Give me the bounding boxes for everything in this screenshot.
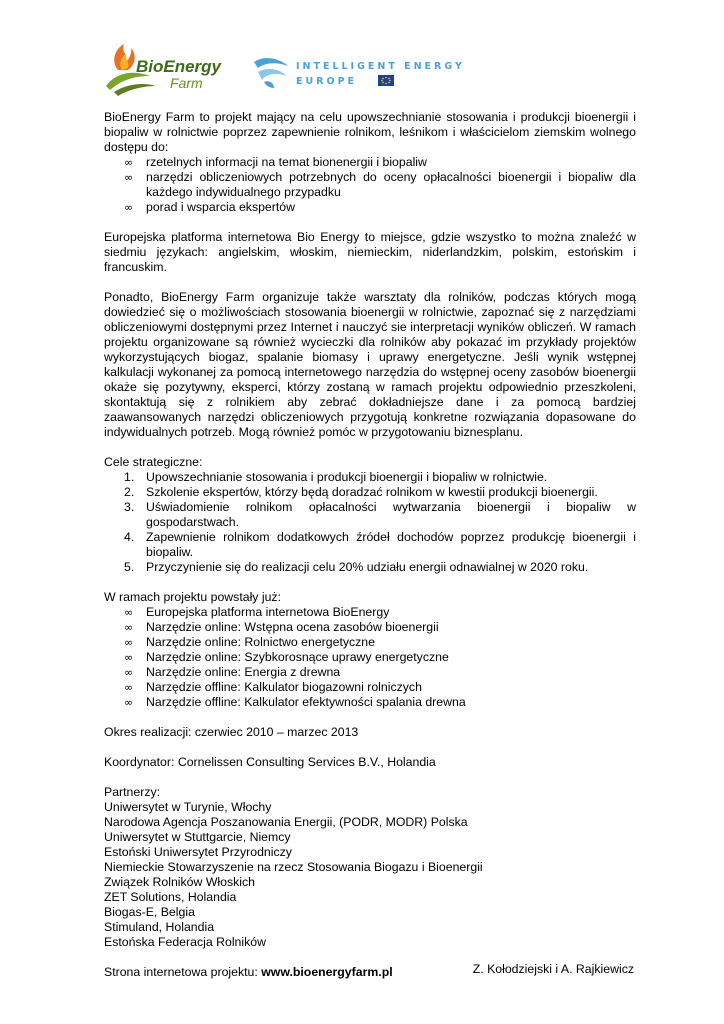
list-item: ∞ Narzędzie offline: Kalkulator efektywności spalania drewna [124,695,466,709]
list-item: Uniwersytet w Stuttgarcie, Niemcy [104,830,291,844]
document-body [104,110,636,980]
leaf-dark-icon [114,84,156,96]
infinity-bullet-icon: ∞ [124,696,134,709]
list-item: ∞ Europejska platforma internetowa BioEnergy [124,605,390,619]
goals-heading: Cele strategiczne: [104,455,203,469]
website-link[interactable]: www.bioenergyfarm.pl [261,965,393,979]
list-item: ZET Solutions, Holandia [104,890,237,904]
iee-drop-icon [264,81,274,88]
list-item: ∞ narzędzi obliczeniowych potrzebnych do oceny opłacalności bioenergii i biopaliw dla każdego indywidualnego przypadku [124,170,636,199]
logo-farm-text: Farm [170,75,203,91]
infinity-bullet-icon: ∞ [124,621,134,634]
intro-paragraph: BioEnergy Farm to projekt mający na celu upowszechnianie stosowania i produkcji bioenergii i biopaliw w rolnictwie poprzez zapewnienie rolnikom, leśnikom i właścicielom ziemskim wolnego dostępu do: [104,110,636,154]
period-text: Okres realizacji: czerwiec 2010 – marzec 2013 [104,725,359,739]
iee-line1-text: INTELLIGENT ENERGY [296,61,465,72]
list-item: 3. Uświadomienie rolnikom opłacalności wytwarzania bioenergii i biopaliw w gospodarstwach. [124,500,636,529]
list-item: ∞ Narzędzie online: Energia z drewna [124,665,341,679]
list-item: Uniwersytet w Turynie, Włochy [104,800,272,814]
infinity-bullet-icon: ∞ [124,681,134,694]
intro-bullet-list [104,155,636,215]
signature: Z. Kołodziejski i A. Rajkiewicz [472,962,634,976]
infinity-bullet-icon: ∞ [124,606,134,619]
goals-list [104,470,636,575]
list-item: Stimuland, Holandia [104,920,215,934]
list-item: Niemieckie Stowarzyszenie na rzecz Stosowania Biogazu i Bioenergii [104,860,483,874]
list-item: ∞ rzetelnych informacji na temat bionenergii i biopaliw [124,155,427,169]
iee-wave-icon [254,58,288,68]
partners-list [104,800,636,950]
workshops-paragraph: Ponadto, BioEnergy Farm organizuje także warsztaty dla rolników, podczas których mogą dowiedzieć się o możliwościach stosowania bioenergii w rolnictwie, zapoznać się z narzędziami obliczeniowymi dostępnymi przez Internet i nauczyć sie interpretacji wyników obliczeń. W ramach projektu organizowane są również wycieczki dla rolników aby pokazać im przykłady projektów wykorzystujących biogaz, spalanie biomasy i uprawy energetyczne. Jeśli wynik wstępnej kalkulacji wykonanej za pomocą internetowego narzędzia do wstępnej oceny zasobów bioenergii okaże się pozytywny, eksperci, którzy zostaną w ramach projektu odpowiednio przeszkoleni, skontaktują się z rolnikiem aby zebrać dokładniejsze dane i za pomocą bardziej zaawansowanych narzędzi obliczeniowych przygotują konkretne rozwiązania dopasowane do indywidualnych potrzeb. Mogą również pomóc w przygotowaniu biznesplanu. [104,290,636,439]
partners-heading: Partnerzy: [104,785,161,799]
platform-paragraph: Europejska platforma internetowa Bio Energy to miejsce, gdzie wszystko to można znaleźć w siedmiu językach: angielskim, włoskim, niemieckim, niderlandzkim, polskim, estońskim i francuskim. [104,230,636,274]
infinity-bullet-icon: ∞ [124,156,134,169]
infinity-bullet-icon: ∞ [124,201,134,214]
infinity-bullet-icon: ∞ [124,666,134,679]
list-item: Estońska Federacja Rolników [104,935,266,949]
list-item: 1. Upowszechnianie stosowania i produkcji bioenergii i biopaliw w rolnictwie. [124,470,548,484]
coordinator-text: Koordynator: Cornelissen Consulting Services B.V., Holandia [104,755,436,769]
outputs-list [104,605,636,710]
intelligent-energy-europe-logo [252,56,478,90]
iee-line2-text: EUROPE [296,76,358,87]
list-item: 5. Przyczynienie się do realizacji celu 20% udziału energii odnawialnej w 2020 roku. [124,560,589,574]
list-item: Biogas-E, Belgia [104,905,195,919]
list-item: ∞ Narzędzie online: Szybkorosnące uprawy energetyczne [124,650,449,664]
iee-wave-light-icon [258,69,286,80]
list-item: ∞ porad i wsparcia ekspertów [124,200,295,214]
eu-flag-icon [378,75,394,86]
logo-bioenergy-text: BioEnergy [136,57,222,76]
infinity-bullet-icon: ∞ [124,651,134,664]
infinity-bullet-icon: ∞ [124,636,134,649]
list-item: 2. Szkolenie ekspertów, którzy będą doradzać rolnikom w kwestii produkcji bioenergii. [124,485,598,499]
bioenergy-farm-logo [104,40,226,96]
list-item: Estoński Uniwersytet Przyrodniczy [104,845,292,859]
list-item: ∞ Narzędzie online: Rolnictwo energetyczne [124,635,375,649]
website-label: Strona internetowa projektu: [104,965,262,979]
list-item: Związek Rolników Włoskich [104,875,256,889]
list-item: 4. Zapewnienie rolnikom dodatkowych źródeł dochodów poprzez produkcję bioenergii i biopaliw. [124,530,636,559]
list-item: Narodowa Agencja Poszanowania Energii, (PODR, MODR) Polska [104,815,468,829]
list-item: ∞ Narzędzie offline: Kalkulator biogazowni rolniczych [124,680,422,694]
outputs-heading: W ramach projektu powstały już: [104,590,282,604]
list-item: ∞ Narzędzie online: Wstępna ocena zasobów bioenergii [124,620,439,634]
infinity-bullet-icon: ∞ [124,171,134,184]
